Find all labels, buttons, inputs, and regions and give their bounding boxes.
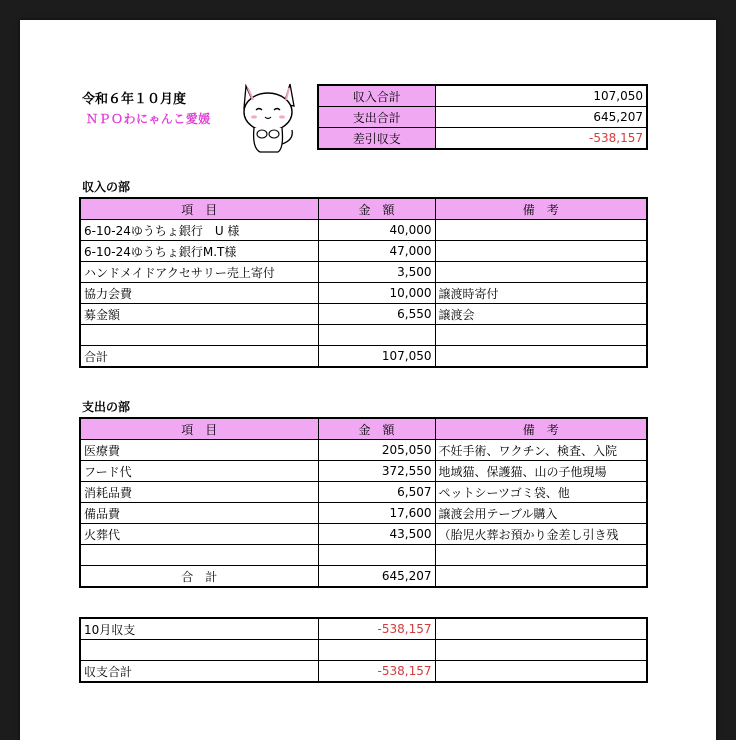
- summary-value: 645,207: [435, 107, 647, 128]
- table-row: [80, 220, 647, 241]
- table-row: [80, 304, 647, 325]
- expense-note: 譲渡会用テーブル購入: [435, 503, 647, 524]
- expense-amount: 372,550: [318, 461, 435, 482]
- balance-label: 10月収支: [80, 618, 318, 640]
- expense-note: 不妊手術、ワクチン、検査、入院: [435, 440, 647, 461]
- report-title: 令和６年１０月度: [82, 92, 187, 107]
- table-row: [80, 524, 647, 545]
- expense-item: 火葬代: [80, 524, 318, 545]
- income-table: [79, 197, 648, 368]
- expense-total-amount: 645,207: [318, 566, 435, 588]
- summary-label: 差引収支: [318, 128, 435, 150]
- income-item: [80, 325, 318, 346]
- income-amount: 10,000: [318, 283, 435, 304]
- income-note: [435, 241, 647, 262]
- cat-illustration-icon: [238, 78, 300, 156]
- table-row: [80, 482, 647, 503]
- summary-row: [318, 85, 647, 107]
- table-row: [80, 640, 647, 661]
- income-note: 譲渡時寄付: [435, 283, 647, 304]
- income-total-row: [80, 346, 647, 368]
- income-total-note: [435, 346, 647, 368]
- income-amount: 6,550: [318, 304, 435, 325]
- summary-label: 支出合計: [318, 107, 435, 128]
- column-header: 金 額: [318, 198, 435, 220]
- organization-name: ＮＰＯわにゃんこ愛媛: [86, 112, 211, 126]
- income-note: [435, 325, 647, 346]
- document-page: [20, 20, 716, 740]
- balance-value: -538,157: [318, 661, 435, 683]
- income-header-row: [80, 198, 647, 220]
- balance-note: [435, 661, 647, 683]
- balance-note: [435, 640, 647, 661]
- expense-header-row: [80, 418, 647, 440]
- summary-row: [318, 107, 647, 128]
- expense-amount: [318, 545, 435, 566]
- expense-item: [80, 545, 318, 566]
- expense-item: 消耗品費: [80, 482, 318, 503]
- income-amount: [318, 325, 435, 346]
- income-note: 譲渡会: [435, 304, 647, 325]
- expense-item: 備品費: [80, 503, 318, 524]
- income-note: [435, 262, 647, 283]
- income-note: [435, 220, 647, 241]
- column-header: 項 目: [80, 418, 318, 440]
- income-item: 6-10-24ゆうちょ銀行 U 様: [80, 220, 318, 241]
- expense-total-label: 合 計: [80, 566, 318, 588]
- table-row: [80, 503, 647, 524]
- table-row: [80, 661, 647, 683]
- summary-value: 107,050: [435, 85, 647, 107]
- summary-value: -538,157: [435, 128, 647, 150]
- column-header: 備 考: [435, 418, 647, 440]
- expense-amount: 205,050: [318, 440, 435, 461]
- column-header: 金 額: [318, 418, 435, 440]
- expense-amount: 6,507: [318, 482, 435, 503]
- income-item: 6-10-24ゆうちょ銀行M.T様: [80, 241, 318, 262]
- expense-section-title: 支出の部: [82, 400, 131, 414]
- summary-row: [318, 128, 647, 150]
- column-header: 項 目: [80, 198, 318, 220]
- income-amount: 3,500: [318, 262, 435, 283]
- table-row: [80, 618, 647, 640]
- expense-table: [79, 417, 648, 588]
- balance-value: [318, 640, 435, 661]
- income-section-title: 収入の部: [82, 180, 131, 194]
- balance-label: 収支合計: [80, 661, 318, 683]
- balance-value: -538,157: [318, 618, 435, 640]
- income-amount: 40,000: [318, 220, 435, 241]
- table-row: [80, 545, 647, 566]
- table-row: [80, 241, 647, 262]
- expense-item: 医療費: [80, 440, 318, 461]
- income-amount: 47,000: [318, 241, 435, 262]
- balance-table: [79, 617, 648, 683]
- expense-total-row: [80, 566, 647, 588]
- expense-note: （胎児火葬お預かり金差し引き残: [435, 524, 647, 545]
- table-row: [80, 283, 647, 304]
- expense-amount: 43,500: [318, 524, 435, 545]
- balance-label: [80, 640, 318, 661]
- table-row: [80, 262, 647, 283]
- income-item: 協力会費: [80, 283, 318, 304]
- column-header: 備 考: [435, 198, 647, 220]
- table-row: [80, 440, 647, 461]
- balance-note: [435, 618, 647, 640]
- income-item: ハンドメイドアクセサリー売上寄付: [80, 262, 318, 283]
- expense-item: フード代: [80, 461, 318, 482]
- table-row: [80, 325, 647, 346]
- expense-note: 地域猫、保護猫、山の子他現場: [435, 461, 647, 482]
- income-total-label: 合計: [80, 346, 318, 368]
- income-total-amount: 107,050: [318, 346, 435, 368]
- expense-total-note: [435, 566, 647, 588]
- income-item: 募金額: [80, 304, 318, 325]
- expense-note: [435, 545, 647, 566]
- expense-note: ペットシーツゴミ袋、他: [435, 482, 647, 503]
- expense-amount: 17,600: [318, 503, 435, 524]
- summary-label: 収入合計: [318, 85, 435, 107]
- table-row: [80, 461, 647, 482]
- summary-table: [317, 84, 648, 150]
